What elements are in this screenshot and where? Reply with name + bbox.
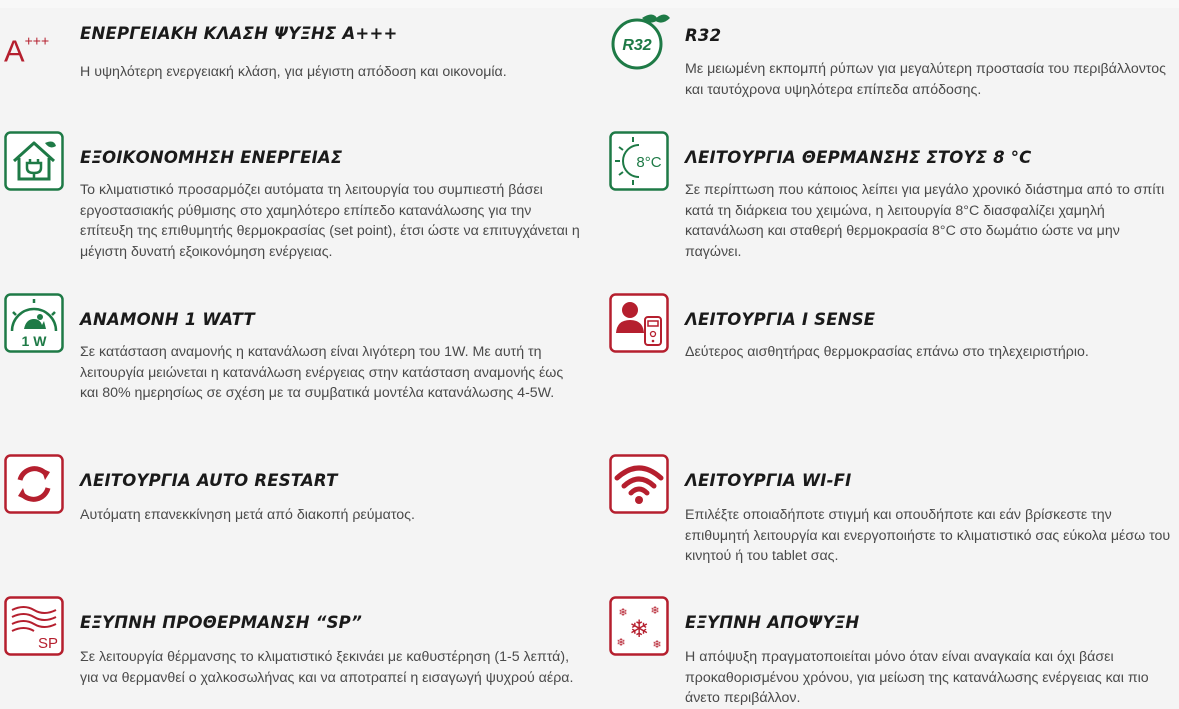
standby-icon-text: 1 W (21, 333, 47, 349)
wifi-icon (609, 454, 669, 514)
r32-icon-text: R32 (622, 37, 652, 54)
feature-title: R32 (685, 26, 722, 45)
sp-waves-icon (4, 596, 64, 656)
feature-description: Η απόψυξη πραγματοποιείται μόνο όταν είναι αναγκαία και όχι βάσει προκαθορισμένου χρόνου, για μείωση της κατανάλωσης ενέργειας και πιο άνετο περιβάλλον. (685, 649, 1149, 706)
house-plug-icon (4, 131, 64, 191)
feature-title: ΕΞΟΙΚΟΝΟΜΗΣΗ ΕΝΕΡΓΕΙΑΣ (80, 148, 343, 167)
svg-text:❄: ❄ (652, 638, 662, 651)
feature-description: Το κλιματιστικό προσαρμόζει αυτόματα τη λειτουργία του συμπιεστή βάσει εργοστασιακής ρύθμισης στο χαμηλότερο επίπεδο κατανάλωσης για την επίτευξη της επιθυμητής θερμοκρασίας (set point), έτσι ώστε να επιτυγχάνεται η μέγιστη δυνατή εξοικονόμηση ενέργειας. (80, 182, 580, 260)
feature-description: Με μειωμένη εκπομπή ρύπων για μεγαλύτερη προστασία του περιβάλλοντος και ταυτόχρονα υψηλότερα επίπεδα απόδοσης. (685, 61, 1166, 98)
sun-8c-icon (609, 131, 669, 191)
feature-description: Επιλέξτε οποιαδήποτε στιγμή και οπουδήποτε και εάν βρίσκεστε την επιθυμητή λειτουργία και ενεργοποιήστε το κλιματιστικό σας εύκολα μέσω του κινητού ή του tablet σας. (685, 507, 1171, 564)
feature-description: Σε κατάσταση αναμονής η κατανάλωση είναι λιγότερη του 1W. Με αυτή τη λειτουργία μειώνεται η κατανάλωση ενέργειας στην κατάσταση αναμονής έως και 80% ημερησίως σε σχέση με τα συμβατικά μοντέλα κατανάλωσης 4-5W. (80, 344, 564, 401)
r32-leaf-icon (608, 8, 672, 72)
energy-icon-sup: +++ (24, 32, 50, 49)
person-remote-icon (609, 293, 669, 353)
feature-title: ΛΕΙΤΟΥΡΓΙΑ WI-FI (685, 471, 852, 490)
top-strip (0, 0, 1179, 8)
feature-description: Σε περίπτωση που κάποιος λείπει για μεγάλο χρονικό διάστημα από το σπίτι κατά τη διάρκεια του χειμώνα, η λειτουργία 8°C διασφαλίζει χαμηλή κατανάλωση και σταθερή θερμοκρασία 8°C στο δωμάτιο ώστε να μην παγώνει. (685, 182, 1165, 260)
feature-description: Σε λειτουργία θέρμανσης το κλιματιστικό ξεκινάει με καθυστέρηση (1-5 λεπτά), για να θερμανθεί ο χαλκοσωλήνας και να αποτραπεί η εισαγωγή ψυχρού αέρα. (80, 649, 574, 686)
feature-description: Η υψηλότερη ενεργειακή κλάση, για μέγιστη απόδοση και οικονομία. (80, 64, 507, 80)
feature-title: ΕΝΕΡΓΕΙΑΚΗ ΚΛΑΣΗ ΨΥΞΗΣ Α+++ (80, 24, 398, 43)
feature-title: ΑΝΑΜΟΝΗ 1 WATT (80, 310, 255, 329)
svg-text:❄: ❄ (616, 636, 626, 649)
feature-title: ΛΕΙΤΟΥΡΓΙΑ AUTO RESTART (80, 471, 338, 490)
feature-description: Αυτόματη επανεκκίνηση μετά από διακοπή ρεύματος. (80, 507, 415, 523)
heating-icon-text: 8°C (636, 154, 662, 171)
feature-title: ΕΞΥΠΝΗ ΠΡΟΘΕΡΜΑΝΣΗ “SP” (80, 613, 363, 632)
svg-text:❄: ❄ (650, 604, 660, 617)
feature-title: ΛΕΙΤΟΥΡΓΙΑ ΘΕΡΜΑΝΣΗΣ ΣΤΟΥΣ 8 °C (685, 148, 1032, 167)
sp-icon-text: SP (38, 635, 59, 652)
feature-title: ΛΕΙΤΟΥΡΓΙΑ I SENSE (685, 310, 876, 329)
energy-icon-letter: A (4, 33, 25, 69)
restart-arrows-icon (4, 454, 64, 514)
feature-description: Δεύτερος αισθητήρας θερμοκρασίας επάνω στο τηλεχειριστήριο. (685, 344, 1089, 360)
snowflakes-icon (609, 596, 669, 656)
standby-1w-icon (4, 293, 64, 353)
feature-title: ΕΞΥΠΝΗ ΑΠΟΨΥΞΗ (685, 613, 860, 632)
a-plus-plus-plus-icon (4, 22, 62, 80)
svg-text:❄: ❄ (628, 615, 650, 643)
svg-text:❄: ❄ (618, 606, 628, 619)
